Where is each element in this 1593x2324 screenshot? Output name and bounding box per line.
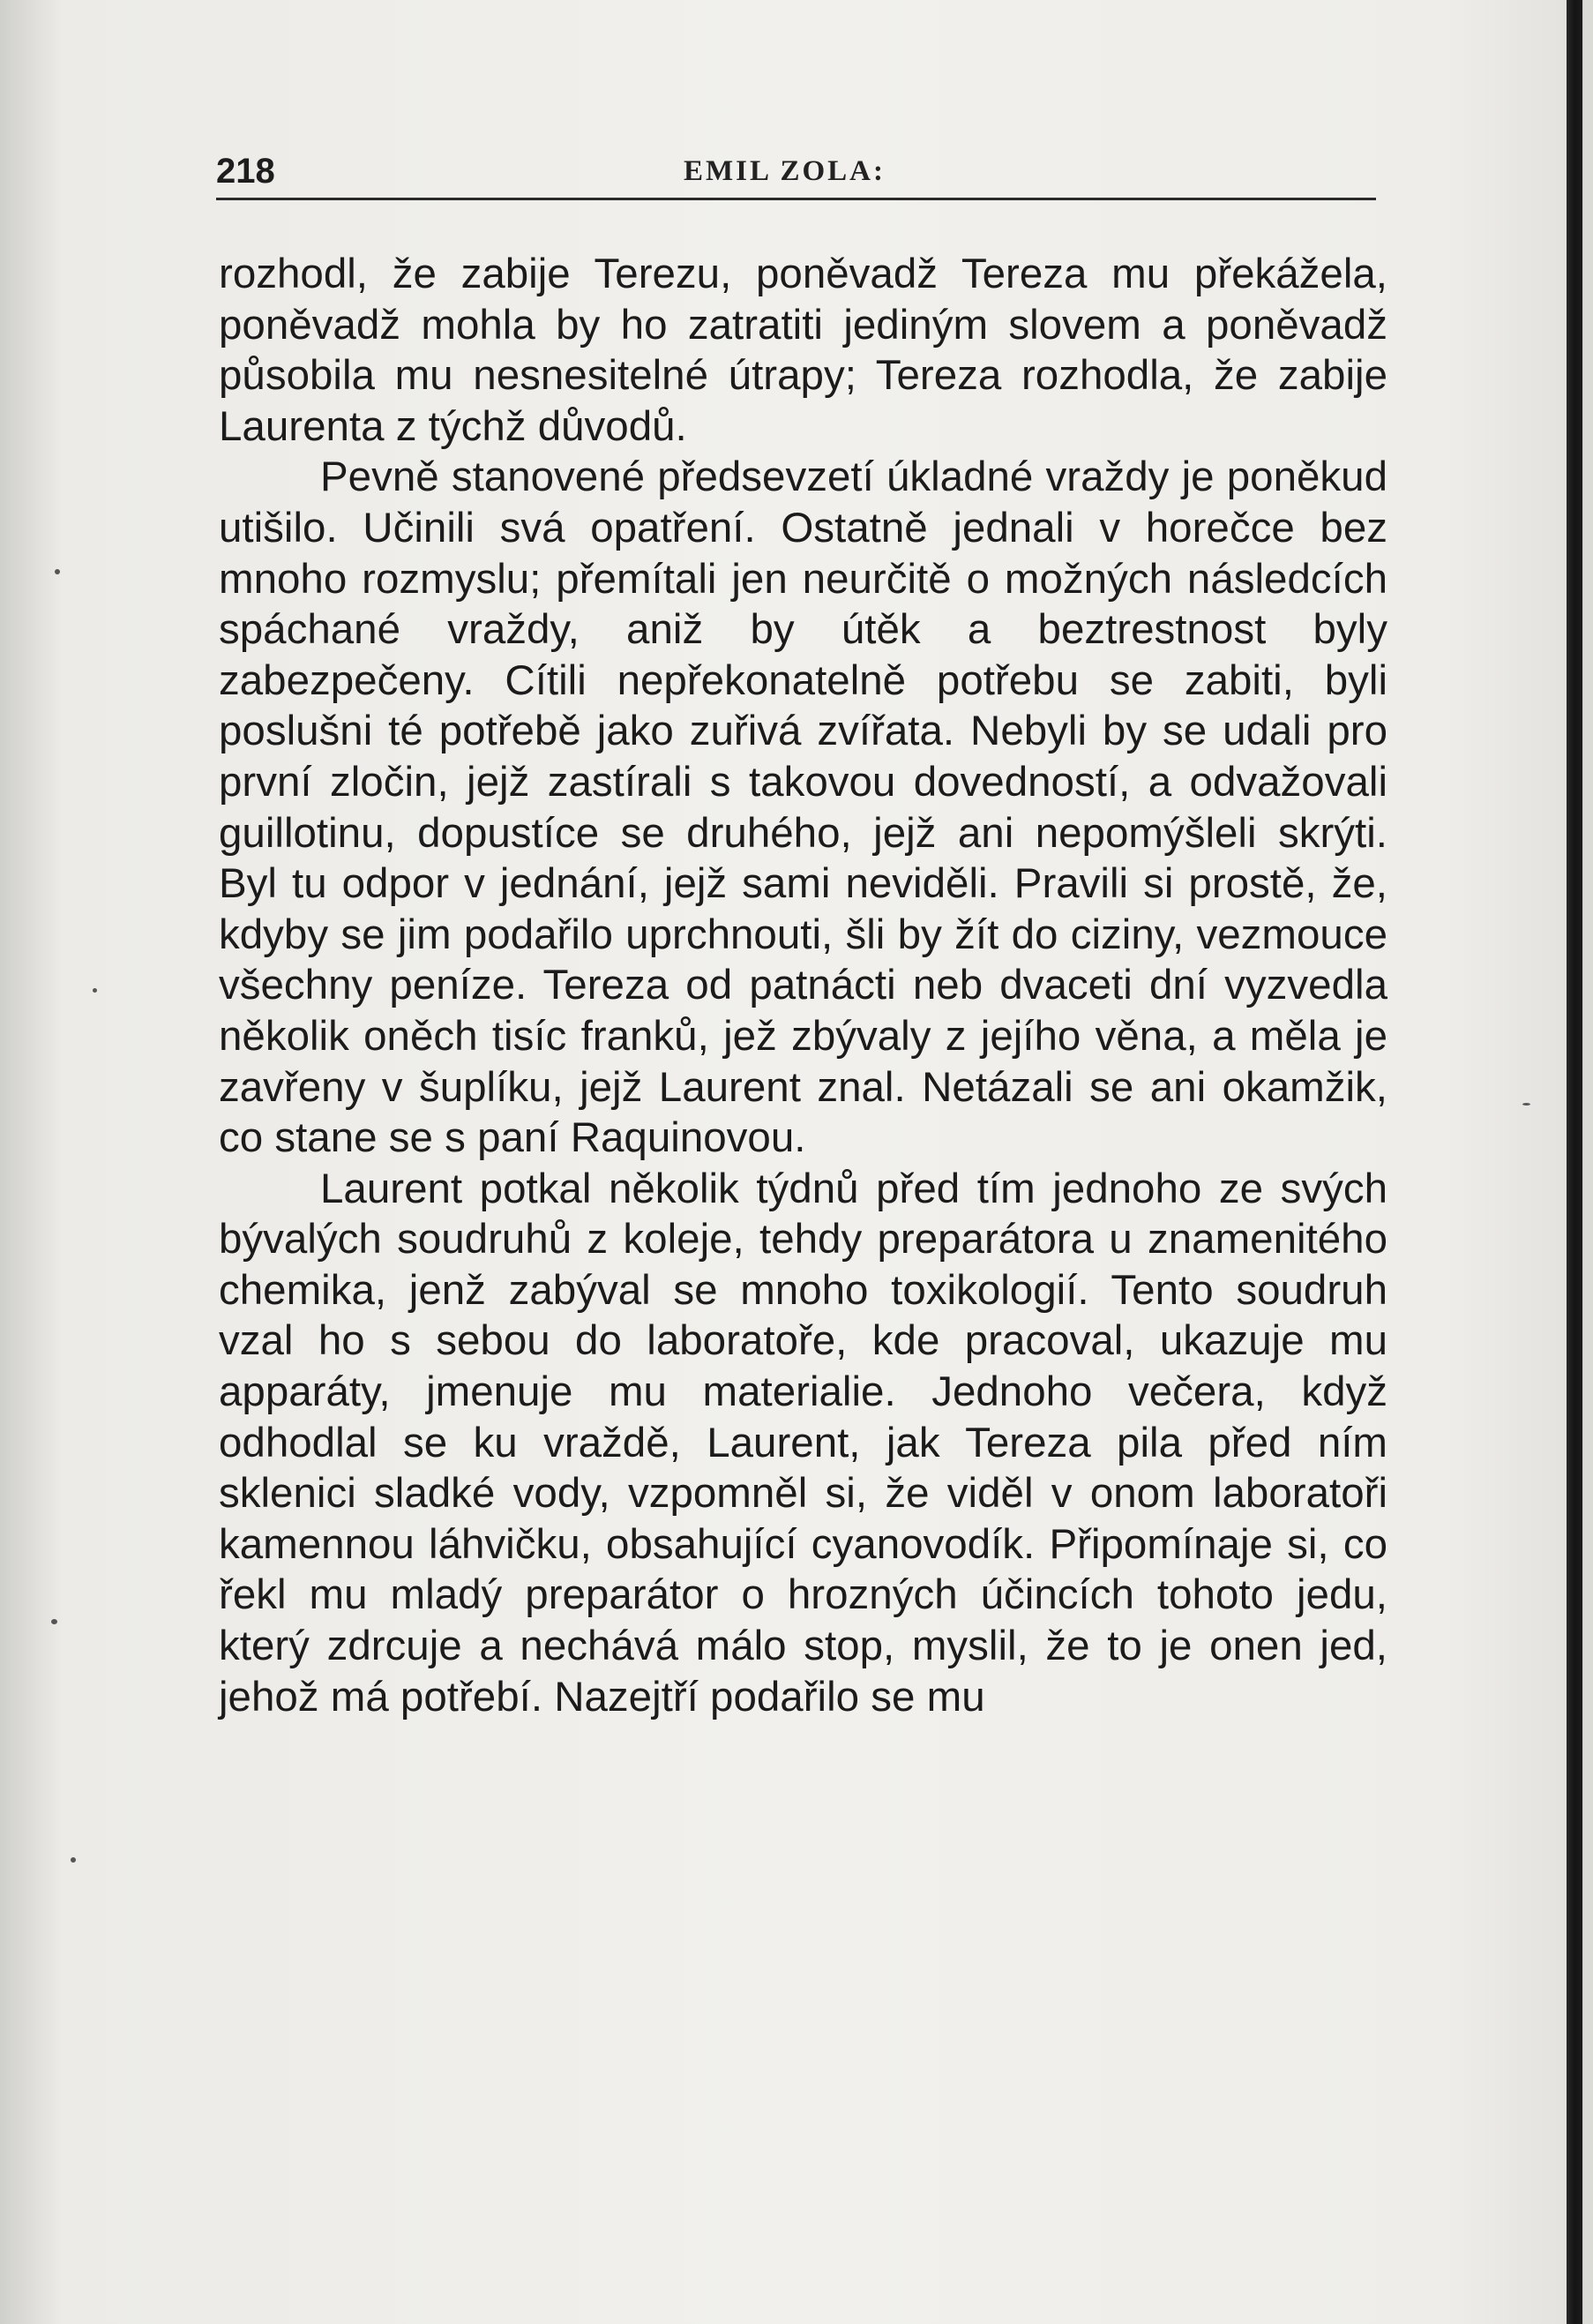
- paragraph-3: Laurent potkal několik týdnů před tím jednoho ze svých bývalých soudruhů z koleje, tehdy preparátora u znamenitého chemika, jenž zabýval se mnoho toxikologií. Tento soudruh vzal ho s sebou do laboratoře, kde pracoval, ukazuje mu apparáty, jmenuje mu materialie. Jednoho večera, když odhodlal se ku vraždě, Laurent, jak Tereza pila před ním sklenici sladké vody, vzpomněl si, že viděl v onom laboratoři kamennou láhvičku, obsahující cyanovodík. Připomínaje si, co řekl mu mladý preparátor o hrozných účincích tohoto jedu, který zdrcuje a nechává málo stop, myslil, že to je onen jed, jehož má potřebí. Nazejtří podařilo se mu: [219, 1165, 1387, 1721]
- paragraph-1: rozhodl, že zabije Terezu, poněvadž Tereza mu překážela, poněvadž mohla by ho zatratiti jediným slovem a poněvadž působila mu nesnesitelné útrapy; Tereza rozhodla, že zabije Laurenta z týchž důvodů.: [219, 251, 1387, 450]
- running-head: EMIL ZOLA:: [684, 155, 886, 187]
- body-text: [219, 249, 1387, 1722]
- page-number: 218: [216, 152, 275, 191]
- paper-speck: [1522, 1103, 1530, 1106]
- paper-speck: [93, 988, 97, 993]
- paper-speck: [51, 1619, 57, 1624]
- paper-speck: [55, 569, 60, 574]
- page-edge-shadow: [1567, 0, 1593, 2324]
- paper-speck: [71, 1857, 76, 1863]
- page-header: [216, 148, 1376, 200]
- paragraph-2: Pevně stanovené předsevzetí úkladné vraždy je poněkud utišilo. Učinili svá opatření. Ostatně jednali v horečce bez mnoho rozmyslu; přemítali jen neurčitě o možných následcích spáchané vraždy, aniž by útěk a beztrestnost byly zabezpečeny. Cítili nepřekonatelně potřebu se zabiti, byli poslušni té potřebě jako zuřivá zvířata. Nebyli by se udali pro první zločin, jejž zastírali s takovou dovedností, a odvažovali guillotinu, dopustíce se druhého, jejž ani nepomýšleli skrýti. Byl tu odpor v jednání, jejž sami neviděli. Pravili si prostě, že, kdyby se jim podařilo uprchnouti, šli by žít do ciziny, vezmouce všechny peníze. Tereza od patnácti neb dvaceti dní vyzvedla několik oněch tisíc franků, jež zbývaly z jejího věna, a měla je zavřeny v šuplíku, jejž Laurent znal. Netázali se ani okamžik, co stane se s paní Raquinovou.: [219, 454, 1387, 1162]
